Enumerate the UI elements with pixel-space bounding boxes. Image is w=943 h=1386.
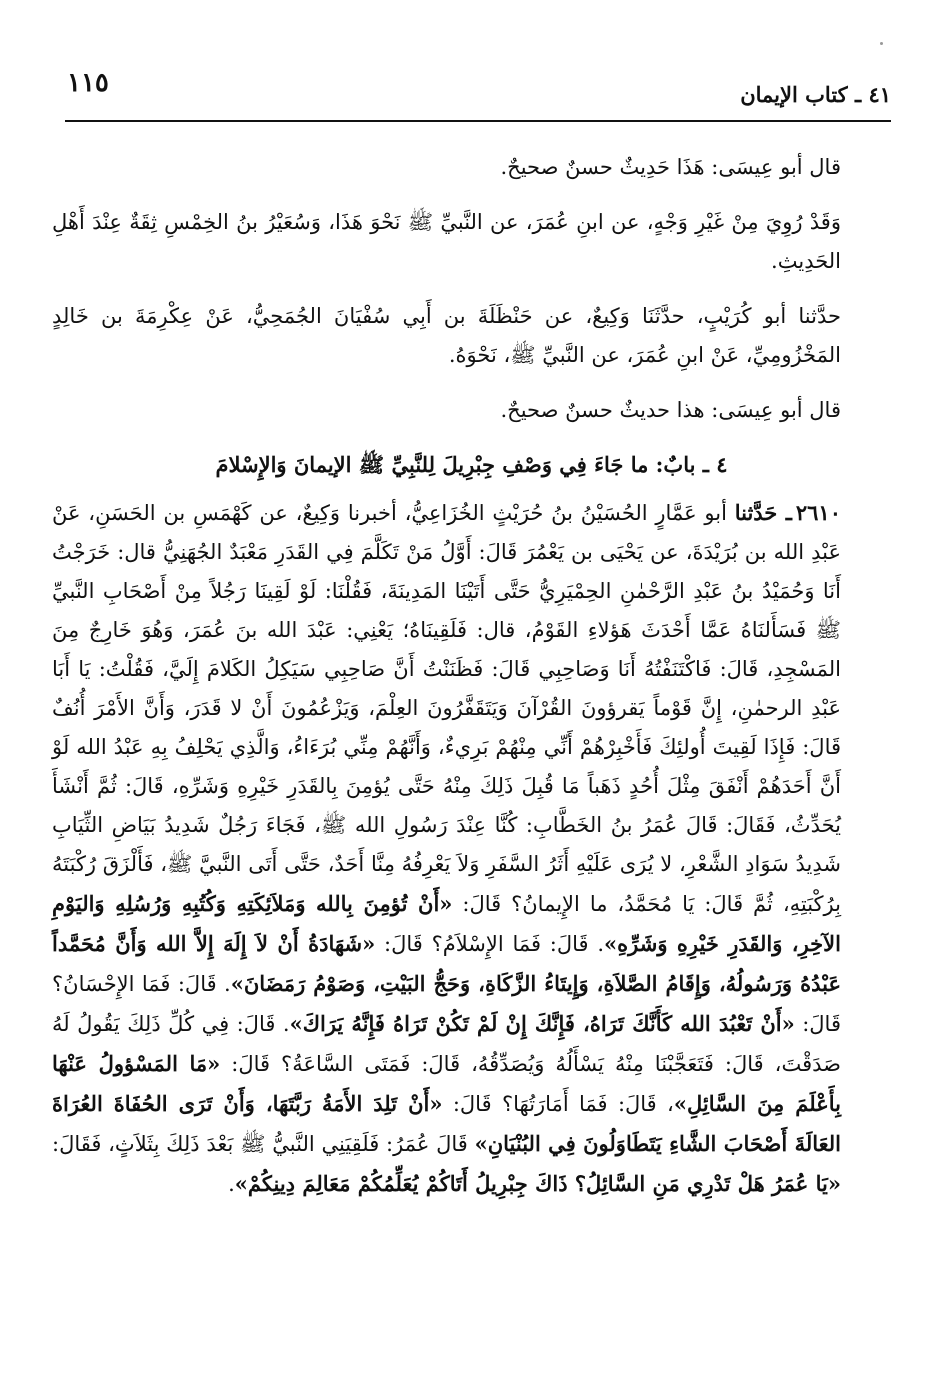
paragraph-narrations-note: وَقَدْ رُوِيَ مِنْ غَيْرِ وَجْهٍ، عن ابنِ عُمَرَ، عن النَّبيِّ ﷺ نَحْوَ هَذَا، وَسُعَيْرُ بنُ الخِمْسِ ثِقَةٌ عِنْدَ أَهْلِ الحَدِيثِ. bbox=[52, 210, 841, 273]
prophet-quote-jibril: «يَا عُمَرُ هَلْ تَدْرِي مَنِ السَّائِلُ؟ ذَاكَ جِبْرِيلُ أَتَاكُمْ يُعَلِّمُكُمْ مَعَالِمَ دِينِكُمْ» bbox=[234, 1171, 841, 1196]
chapter-title: ٤ ـ بابٌ: ما جَاءَ فِي وَصْفِ جِبْرِيلَ لِلنَّبِيِّ ﷺ الإيمانَ وَالإِسْلامَ bbox=[215, 452, 728, 477]
hadith-number: ٢٦١٠ bbox=[795, 500, 841, 525]
page-body bbox=[52, 148, 891, 1204]
running-title: ٤١ ـ كتاب الإيمان bbox=[740, 82, 891, 107]
prophet-quote-islam: «شَهَادَةُ أَنْ لاَ إِلَهَ إِلاَّ الله وَأَنَّ مُحَمَّداً عَبْدُهُ وَرَسُولُهُ، وَإِقَامُ الصَّلاَةِ، وَإِيتَاءُ الزَّكَاةِ، وَحَجُّ البَيْتِ، وَصَوْمُ رَمَضَانَ» bbox=[52, 931, 841, 996]
prophet-quote-ihsan: «أَنْ تَعْبُدَ الله كَأَنَّكَ تَرَاهُ، فَإِنَّكَ إِنْ لَمْ تَكُنْ تَرَاهُ فَإِنَّهُ يَرَاكَ» bbox=[289, 1011, 795, 1036]
paragraph-abu-isa-2: قال أبو عِيسَى: هذا حديثٌ حسنٌ صحيحٌ. bbox=[500, 398, 841, 422]
hadith-text-4: . قَالَ: فِي كُلِّ ذَلِكَ يَقُولُ لَهُ صَدَقْتَ، قَالَ: فَتَعَجَّبْنَا مِنْهُ يَسْأَلُهُ وَيُصَدِّقُهُ، قَالَ: فَمَتَى السَّاعَةُ؟ قَالَ: bbox=[52, 1012, 841, 1076]
prophet-quote-signs: «أَنْ تَلِدَ الأَمَةُ رَبَّتَهَا، وَأَنْ تَرَى الحُفَاةَ العُرَاةَ العَالَةَ أَصْحَابَ الشَّاءِ يَتَطَاوَلُونَ فِي البُنْيَانِ» bbox=[52, 1091, 841, 1156]
hadith-text-5: ، قَالَ: فَمَا أَمَارَتُهَا؟ قَالَ: bbox=[452, 1092, 674, 1116]
hadith-text-6: قَالَ عُمَرُ: فَلَقِيَنِي النَّبيُّ ﷺ بَعْدَ ذَلِكَ بِثَلاَثٍ، فَقَالَ: bbox=[52, 1132, 475, 1156]
hadith-text-3: . قَالَ: فَمَا الإِحْسَانُ؟ قَالَ: bbox=[52, 972, 841, 1036]
hadith-text-2: . قَالَ: فَمَا الإِسْلاَمُ؟ قَالَ: bbox=[384, 932, 605, 956]
page-number: ١١٥ bbox=[67, 68, 109, 98]
hadith-intro: ـ حَدَّثنا bbox=[734, 500, 792, 525]
header-rule bbox=[65, 120, 891, 122]
prophet-quote-hour: «مَا المَسْؤولُ عَنْهَا بِأَعْلَمَ مِنَ السَّائِلِ» bbox=[52, 1051, 841, 1116]
page-header bbox=[65, 62, 891, 122]
paragraph-abu-isa-1: قال أبو عِيسَى: هَذَا حَدِيثٌ حسنٌ صحيحٌ. bbox=[500, 155, 841, 179]
paragraph-isnad: حدَّثنا أبو كُرَيْبٍ، حدَّثَنَا وَكِيعٌ، عن حَنْظَلَةَ بن أَبِي سُفْيَانَ الجُمَحِيُّ، عَنْ عِكْرِمَةَ بن خَالِدٍ المَخْزُومِيِّ، عَنْ ابنِ عُمَرَ، عن النَّبيِّ ﷺ، نَحْوَهُ. bbox=[52, 304, 841, 367]
hadith-2610 bbox=[52, 493, 891, 1204]
hadith-text-1: أبو عَمَّارٍ الحُسَيْنُ بنُ حُرَيْثٍ الخُزَاعِيُّ، أخبرنا وَكِيعٌ، عن كَهْمَسِ بن الحَسَنِ، عَنْ عَبْدِ الله بن بُرَيْدَةَ، عن يَحْيَى بن يَعْمُرَ قَالَ: أَوَّلُ مَنْ تَكَلَّمَ فِي القَدَرِ مَعْبَدٌ الجُهَنِيُّ قال: خَرَجْتُ أَنَا وَحُمَيْدُ بنُ عَبْدِ الرَّحْمٰنِ الحِمْيَرِيُّ حَتَّى أَتَيْنَا المَدِينَةَ، فَقُلْنَا: لَوْ لَقِينَا رَجُلاً مِنْ أَصْحَابِ النَّبيِّ ﷺ فَسَأَلنَاهُ عَمَّا أَحْدَثَ هَؤلاءِ القَوْمُ، قال: فَلَقِينَاهُ؛ يَعْنِي: عَبْدَ الله بنَ عُمَرَ، وَهُوَ خَارِجٌ مِنَ المَسْجِدِ، قَالَ: فَاكْتَنَفْتُهُ أَنَا وَصَاحِبِي قَالَ: فَظَنَنْتُ أَنَّ صَاحِبِي سَيَكِلُ الكَلامَ إِلَيَّ، فَقُلْتُ: يَا أَبَا عَبْدِ الرحمٰنِ، إِنَّ قَوْماً يَقرؤونَ القُرْآنَ وَيَتَقَفَّرُونَ العِلْمَ، وَيَزْعُمُونَ أَنْ لا قَدَرَ، وَأَنَّ الأَمْرَ أُنُفٌ قَالَ: فَإِذَا لَقِيتَ أُولئِكَ فَأَخْبِرْهُمْ أَنِّي مِنْهُمْ بَرِيءٌ، وَأَنَّهُمْ مِنِّي بُرَءَاءُ، وَالَّذِي يَحْلِفُ بِهِ عَبْدُ الله لَوْ أَنَّ أَحَدَهُمْ أَنْفَقَ مِثْلَ أُحُدٍ ذَهَباً مَا قُبِلَ ذَلِكَ مِنْهُ حَتَّى يُؤمِنَ بِالقَدَرِ خَيْرِهِ وَشَرِّهِ، قَالَ: ثُمَّ أَنْشَأَ يُحَدِّثُ، فَقَالَ: قَالَ عُمَرُ بنُ الخَطَّابِ: كُنَّا عِنْدَ رَسُولِ الله ﷺ، فَجَاءَ رَجُلٌ شَدِيدُ بَيَاضِ الثِّيَابِ شَدِيدُ سَوَادِ الشَّعْرِ، لا يُرَى عَلَيْهِ أَثَرُ السَّفَرِ وَلاَ يَعْرِفُهُ مِنَّا أَحَدٌ، حَتَّى أَتَى النَّبيَّ ﷺ، فَأَلْزَقَ رُكْبَتَهُ بِرُكْبَتِهِ، ثُمَّ قَالَ: يَا مُحَمَّدُ، ما الإِيمانُ؟ قَالَ: bbox=[52, 501, 841, 916]
hadith-text-7: . bbox=[228, 1172, 235, 1196]
scan-speck bbox=[880, 42, 883, 45]
prophet-quote-iman: «أَنْ تُؤمِنَ بِالله وَمَلاَئِكَتِهِ وَكُتُبِهِ وَرُسُلِهِ وَاليَوْمِ الآخِرِ، وَالقَدَرِ خَيْرِهِ وَشَرِّهِ» bbox=[52, 891, 841, 956]
